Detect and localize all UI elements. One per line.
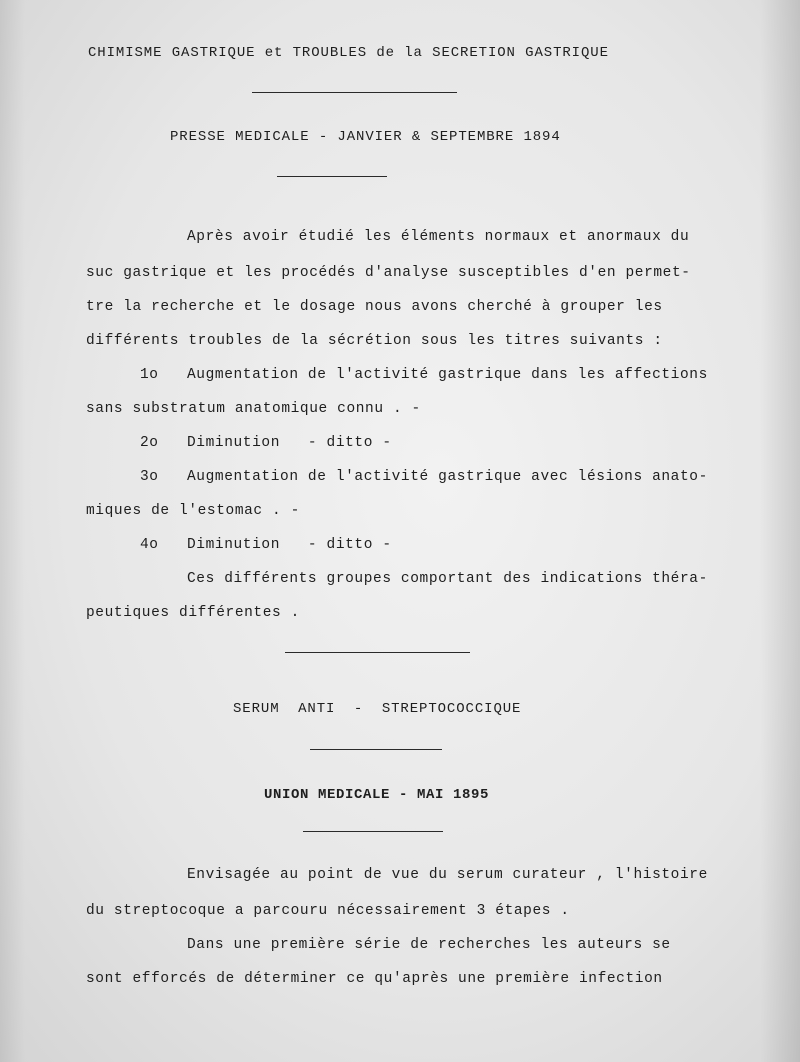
section1-closing-line-1: Ces différents groupes comportant des indications théra- (187, 571, 708, 587)
item-1-line-2: sans substratum anatomique connu . - (86, 401, 421, 417)
item-2-number: 2o (140, 435, 159, 451)
item-1-line-1: Augmentation de l'activité gastrique dans les affections (187, 367, 708, 383)
section2-source-underline (303, 831, 443, 832)
section1-para-line-2: suc gastrique et les procédés d'analyse susceptibles d'en permet- (86, 265, 691, 281)
item-4-number: 4o (140, 537, 159, 553)
item-3-line-2: miques de l'estomac . - (86, 503, 300, 519)
scan-shadow-left (0, 0, 25, 1062)
item-1-number: 1o (140, 367, 159, 383)
document-title: CHIMISME GASTRIQUE et TROUBLES de la SECRETION GASTRIQUE (88, 45, 609, 61)
section1-closing-line-2: peutiques différentes . (86, 605, 300, 621)
section2-title: SERUM ANTI - STREPTOCOCCIQUE (233, 701, 522, 717)
section2-para2-line-1: Dans une première série de recherches les auteurs se (187, 937, 671, 953)
section1-para-line-3: tre la recherche et le dosage nous avons cherché à grouper les (86, 299, 663, 315)
section2-para1-line-2: du streptocoque a parcouru nécessairement 3 étapes . (86, 903, 570, 919)
source-underline (277, 176, 387, 177)
item-4-line-1: Diminution - ditto - (187, 537, 392, 553)
title-underline (252, 92, 457, 93)
section1-para-line-4: différents troubles de la sécrétion sous les titres suivants : (86, 333, 663, 349)
scan-shadow-right (760, 0, 800, 1062)
item-3-number: 3o (140, 469, 159, 485)
item-2-line-1: Diminution - ditto - (187, 435, 392, 451)
section2-para2-line-2: sont efforcés de déterminer ce qu'après une première infection (86, 971, 663, 987)
section-divider (285, 652, 470, 653)
item-3-line-1: Augmentation de l'activité gastrique avec lésions anato- (187, 469, 708, 485)
section2-para1-line-1: Envisagée au point de vue du serum curateur , l'histoire (187, 867, 708, 883)
section2-source: UNION MEDICALE - MAI 1895 (264, 787, 490, 803)
section1-source: PRESSE MEDICALE - JANVIER & SEPTEMBRE 1894 (170, 129, 561, 145)
section1-para-line-1: Après avoir étudié les éléments normaux et anormaux du (187, 229, 690, 245)
section2-title-underline (310, 749, 442, 750)
